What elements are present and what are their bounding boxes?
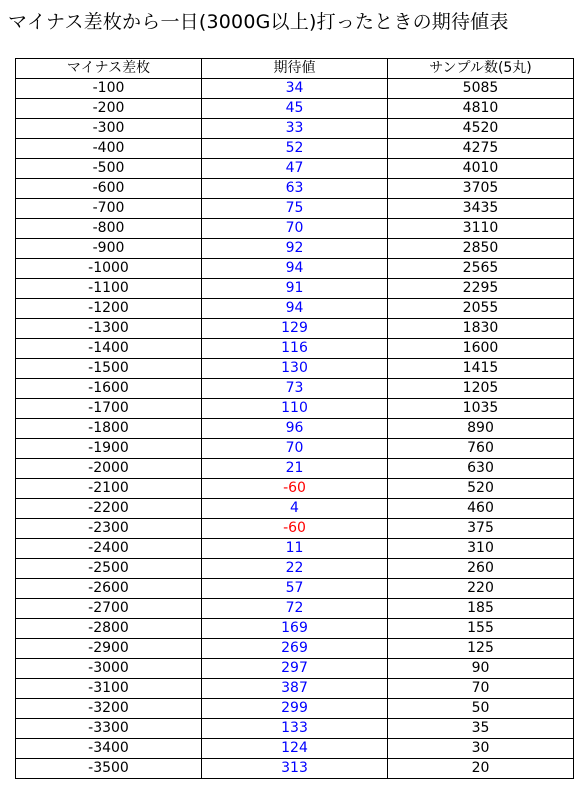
expected-value-cell: 94 bbox=[202, 259, 388, 279]
table-row bbox=[16, 259, 574, 279]
sample-count-cell: 4010 bbox=[388, 159, 574, 179]
table-row bbox=[16, 379, 574, 399]
expected-value-cell: 91 bbox=[202, 279, 388, 299]
table-row bbox=[16, 739, 574, 759]
minus-diff-cell: -400 bbox=[16, 139, 202, 159]
sample-count-cell: 630 bbox=[388, 459, 574, 479]
sample-count-cell: 220 bbox=[388, 579, 574, 599]
expected-value-cell: 96 bbox=[202, 419, 388, 439]
sample-count-cell: 3435 bbox=[388, 199, 574, 219]
table-body bbox=[16, 79, 574, 779]
expected-value-cell: 75 bbox=[202, 199, 388, 219]
sample-count-cell: 155 bbox=[388, 619, 574, 639]
minus-diff-cell: -2200 bbox=[16, 499, 202, 519]
table-row bbox=[16, 659, 574, 679]
minus-diff-cell: -3500 bbox=[16, 759, 202, 779]
table-row bbox=[16, 239, 574, 259]
expected-value-table bbox=[15, 58, 574, 779]
minus-diff-cell: -3000 bbox=[16, 659, 202, 679]
sample-count-cell: 125 bbox=[388, 639, 574, 659]
minus-diff-cell: -1600 bbox=[16, 379, 202, 399]
sample-count-cell: 20 bbox=[388, 759, 574, 779]
table-row bbox=[16, 139, 574, 159]
expected-value-cell: -60 bbox=[202, 479, 388, 499]
table-row bbox=[16, 499, 574, 519]
minus-diff-cell: -1100 bbox=[16, 279, 202, 299]
minus-diff-cell: -200 bbox=[16, 99, 202, 119]
sample-count-cell: 460 bbox=[388, 499, 574, 519]
expected-value-cell: 57 bbox=[202, 579, 388, 599]
table-row bbox=[16, 579, 574, 599]
expected-value-cell: 4 bbox=[202, 499, 388, 519]
minus-diff-cell: -3300 bbox=[16, 719, 202, 739]
sample-count-cell: 1035 bbox=[388, 399, 574, 419]
expected-value-cell: 22 bbox=[202, 559, 388, 579]
expected-value-cell: 92 bbox=[202, 239, 388, 259]
minus-diff-cell: -3100 bbox=[16, 679, 202, 699]
sample-count-cell: 1205 bbox=[388, 379, 574, 399]
expected-value-cell: 110 bbox=[202, 399, 388, 419]
sample-count-cell: 4520 bbox=[388, 119, 574, 139]
sample-count-cell: 890 bbox=[388, 419, 574, 439]
expected-value-cell: 116 bbox=[202, 339, 388, 359]
minus-diff-cell: -2700 bbox=[16, 599, 202, 619]
expected-value-cell: 269 bbox=[202, 639, 388, 659]
sample-count-cell: 2295 bbox=[388, 279, 574, 299]
sample-count-cell: 90 bbox=[388, 659, 574, 679]
minus-diff-cell: -3400 bbox=[16, 739, 202, 759]
expected-value-cell: 387 bbox=[202, 679, 388, 699]
expected-value-cell: 129 bbox=[202, 319, 388, 339]
minus-diff-cell: -2500 bbox=[16, 559, 202, 579]
minus-diff-cell: -1200 bbox=[16, 299, 202, 319]
table-row bbox=[16, 419, 574, 439]
expected-value-cell: 133 bbox=[202, 719, 388, 739]
sample-count-cell: 2565 bbox=[388, 259, 574, 279]
minus-diff-cell: -500 bbox=[16, 159, 202, 179]
expected-value-cell: 299 bbox=[202, 699, 388, 719]
table-row bbox=[16, 719, 574, 739]
sample-count-cell: 185 bbox=[388, 599, 574, 619]
expected-value-cell: 52 bbox=[202, 139, 388, 159]
table-row bbox=[16, 359, 574, 379]
sample-count-cell: 4275 bbox=[388, 139, 574, 159]
minus-diff-cell: -100 bbox=[16, 79, 202, 99]
sample-count-cell: 1600 bbox=[388, 339, 574, 359]
expected-value-cell: 45 bbox=[202, 99, 388, 119]
expected-value-cell: 72 bbox=[202, 599, 388, 619]
minus-diff-cell: -2400 bbox=[16, 539, 202, 559]
table-row bbox=[16, 639, 574, 659]
table-row bbox=[16, 539, 574, 559]
sample-count-cell: 310 bbox=[388, 539, 574, 559]
table-row bbox=[16, 199, 574, 219]
expected-value-cell: 73 bbox=[202, 379, 388, 399]
sample-count-cell: 520 bbox=[388, 479, 574, 499]
minus-diff-cell: -1300 bbox=[16, 319, 202, 339]
expected-value-cell: 11 bbox=[202, 539, 388, 559]
minus-diff-cell: -2800 bbox=[16, 619, 202, 639]
sample-count-cell: 50 bbox=[388, 699, 574, 719]
expected-value-cell: 124 bbox=[202, 739, 388, 759]
expected-value-cell: -60 bbox=[202, 519, 388, 539]
column-header-minus-diff: マイナス差枚 bbox=[16, 59, 202, 79]
minus-diff-cell: -1800 bbox=[16, 419, 202, 439]
table-row bbox=[16, 319, 574, 339]
sample-count-cell: 70 bbox=[388, 679, 574, 699]
minus-diff-cell: -300 bbox=[16, 119, 202, 139]
table-row bbox=[16, 119, 574, 139]
table-row bbox=[16, 479, 574, 499]
minus-diff-cell: -1000 bbox=[16, 259, 202, 279]
minus-diff-cell: -2600 bbox=[16, 579, 202, 599]
table-row bbox=[16, 519, 574, 539]
table-row bbox=[16, 159, 574, 179]
expected-value-cell: 70 bbox=[202, 439, 388, 459]
table-row bbox=[16, 759, 574, 779]
sample-count-cell: 2055 bbox=[388, 299, 574, 319]
table-row bbox=[16, 79, 574, 99]
minus-diff-cell: -900 bbox=[16, 239, 202, 259]
expected-value-cell: 34 bbox=[202, 79, 388, 99]
expected-value-cell: 94 bbox=[202, 299, 388, 319]
expected-value-cell: 70 bbox=[202, 219, 388, 239]
expected-value-cell: 47 bbox=[202, 159, 388, 179]
sample-count-cell: 2850 bbox=[388, 239, 574, 259]
table-row bbox=[16, 219, 574, 239]
minus-diff-cell: -2300 bbox=[16, 519, 202, 539]
table-row bbox=[16, 179, 574, 199]
minus-diff-cell: -600 bbox=[16, 179, 202, 199]
table-row bbox=[16, 599, 574, 619]
table-row bbox=[16, 299, 574, 319]
sample-count-cell: 35 bbox=[388, 719, 574, 739]
minus-diff-cell: -2100 bbox=[16, 479, 202, 499]
sample-count-cell: 5085 bbox=[388, 79, 574, 99]
sample-count-cell: 375 bbox=[388, 519, 574, 539]
minus-diff-cell: -700 bbox=[16, 199, 202, 219]
sample-count-cell: 760 bbox=[388, 439, 574, 459]
table-row bbox=[16, 99, 574, 119]
expected-value-cell: 313 bbox=[202, 759, 388, 779]
expected-value-cell: 21 bbox=[202, 459, 388, 479]
column-header-expected-value: 期待値 bbox=[202, 59, 388, 79]
minus-diff-cell: -800 bbox=[16, 219, 202, 239]
column-header-sample-count: サンプル数(5丸) bbox=[388, 59, 574, 79]
minus-diff-cell: -1700 bbox=[16, 399, 202, 419]
table-row bbox=[16, 619, 574, 639]
table-row bbox=[16, 279, 574, 299]
sample-count-cell: 1830 bbox=[388, 319, 574, 339]
expected-value-cell: 33 bbox=[202, 119, 388, 139]
expected-value-cell: 63 bbox=[202, 179, 388, 199]
minus-diff-cell: -3200 bbox=[16, 699, 202, 719]
minus-diff-cell: -2900 bbox=[16, 639, 202, 659]
table-row bbox=[16, 699, 574, 719]
table-row bbox=[16, 559, 574, 579]
expected-value-table-container bbox=[15, 58, 574, 779]
sample-count-cell: 1415 bbox=[388, 359, 574, 379]
table-row bbox=[16, 679, 574, 699]
table-row bbox=[16, 399, 574, 419]
sample-count-cell: 260 bbox=[388, 559, 574, 579]
minus-diff-cell: -2000 bbox=[16, 459, 202, 479]
minus-diff-cell: -1400 bbox=[16, 339, 202, 359]
sample-count-cell: 3110 bbox=[388, 219, 574, 239]
page-title: マイナス差枚から一日(3000G以上)打ったときの期待値表 bbox=[8, 11, 509, 33]
sample-count-cell: 4810 bbox=[388, 99, 574, 119]
table-row bbox=[16, 439, 574, 459]
sample-count-cell: 3705 bbox=[388, 179, 574, 199]
table-row bbox=[16, 459, 574, 479]
table-row bbox=[16, 339, 574, 359]
sample-count-cell: 30 bbox=[388, 739, 574, 759]
minus-diff-cell: -1500 bbox=[16, 359, 202, 379]
expected-value-cell: 130 bbox=[202, 359, 388, 379]
expected-value-cell: 169 bbox=[202, 619, 388, 639]
expected-value-cell: 297 bbox=[202, 659, 388, 679]
table-header-row bbox=[16, 59, 574, 79]
minus-diff-cell: -1900 bbox=[16, 439, 202, 459]
